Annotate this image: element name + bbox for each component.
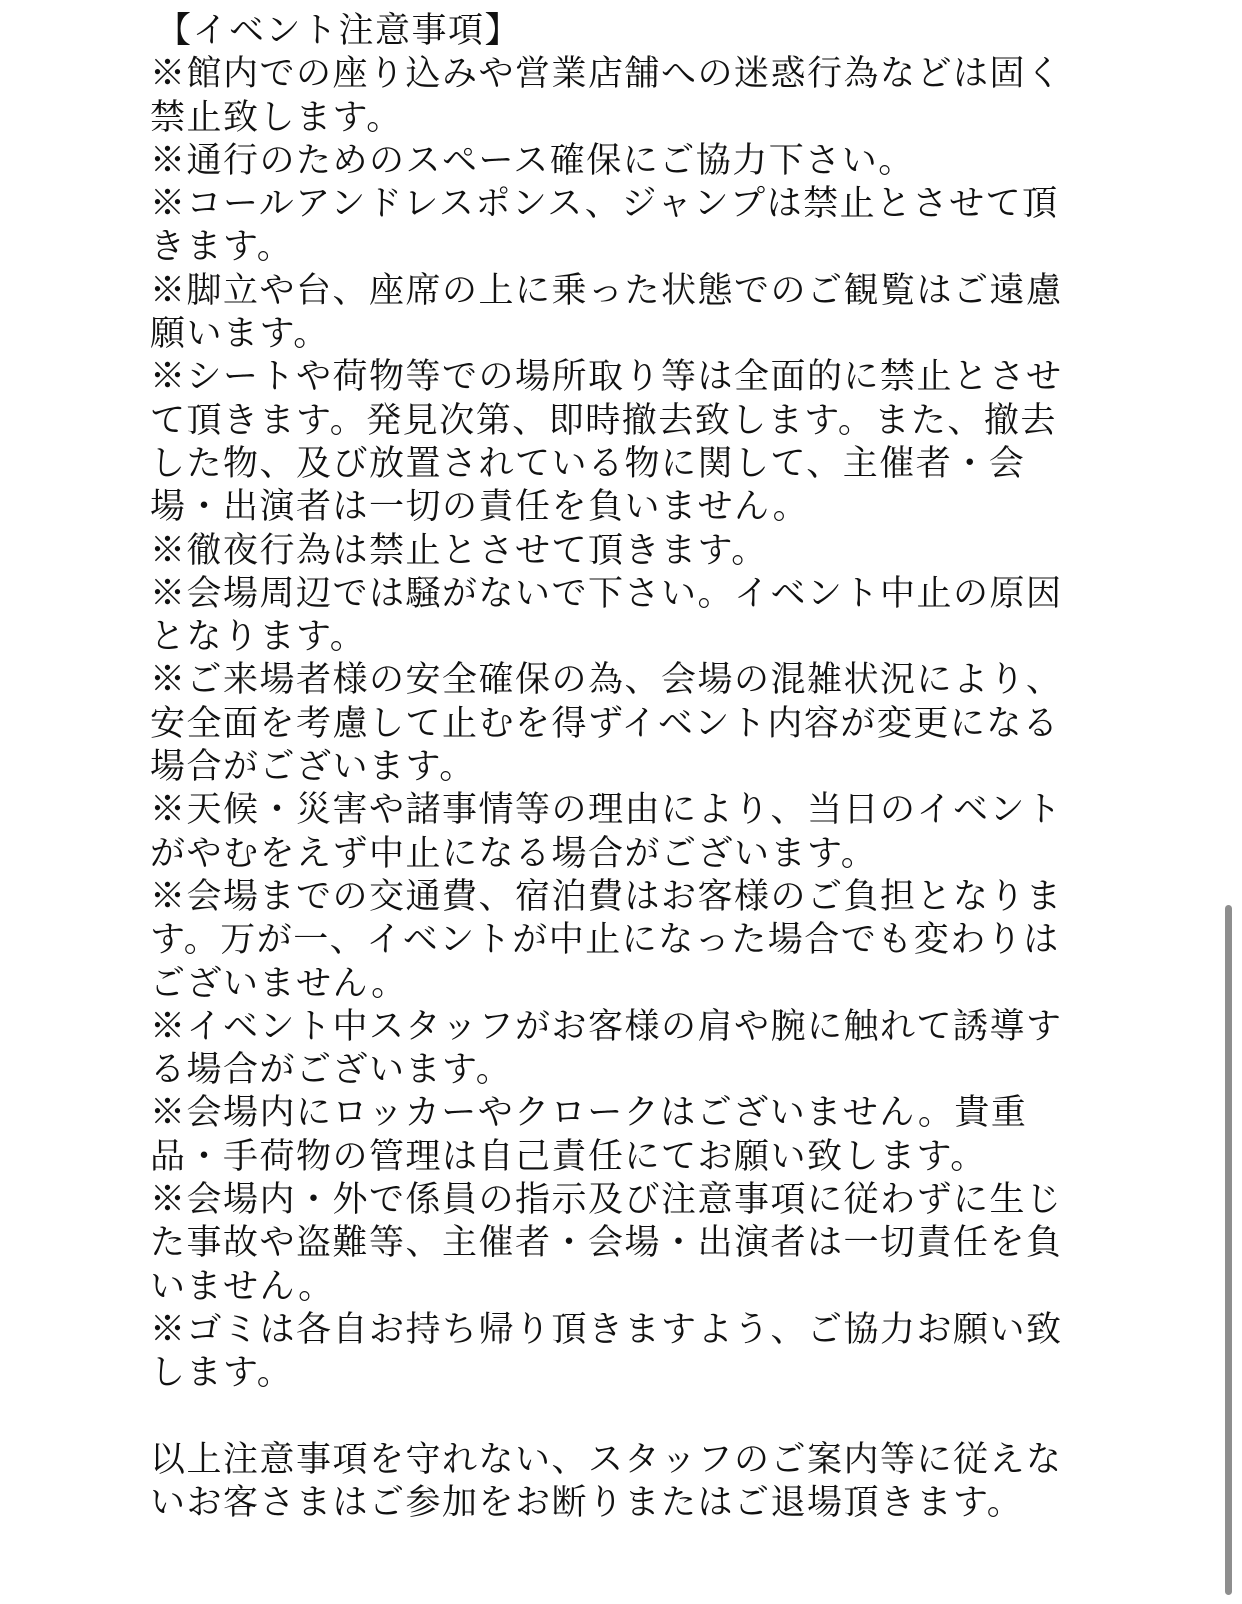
notice-item: [150, 140, 1080, 183]
notice-line: ※シートや荷物等での場所取り等は全面的に禁止とさせ: [150, 357, 1063, 398]
notice-line: 品・手荷物の管理は自己責任にてお願い致します。: [150, 1136, 987, 1177]
notice-item: [150, 573, 1080, 660]
notice-item: [150, 1179, 1080, 1309]
notice-title: 【イベント注意事項】: [156, 11, 522, 51]
notice-item: [150, 789, 1080, 876]
notice-line: 場・出演者は一切の責任を負いません。: [150, 487, 810, 528]
notice-line: ※ゴミは各自お持ち帰り頂きますよう、ご協力お願い致: [150, 1309, 1063, 1350]
notice-list: [150, 53, 1080, 1395]
notice-line: がやむをえず中止になる場合がございます。: [150, 833, 878, 874]
blank-line: [150, 1396, 1080, 1439]
notice-item: [150, 356, 1080, 529]
notice-line: た事故や盗難等、主催者・会場・出演者は一切責任を負: [150, 1223, 1063, 1264]
closing-statement: [150, 1439, 1080, 1526]
notice-line: ※イベント中スタッフがお客様の肩や腕に触れて誘導す: [150, 1006, 1063, 1047]
notice-line: 禁止致します。: [150, 97, 403, 138]
notice-line: ※脚立や台、座席の上に乗った状態でのご観覧はご遠慮: [150, 270, 1063, 311]
vertical-scrollbar[interactable]: [1225, 905, 1232, 1595]
closing-line: いお客さまはご参加をお断りまたはご退場頂きます。: [150, 1483, 1024, 1524]
notice-line: となります。: [150, 617, 367, 658]
notice-item: [150, 53, 1080, 140]
notice-line: ※天候・災害や諸事情等の理由により、当日のイベント: [150, 790, 1063, 831]
notice-item: [150, 183, 1080, 270]
notice-line: す。万が一、イベントが中止になった場合でも変わりは: [150, 920, 1060, 961]
notice-line: ※通行のためのスペース確保にご協力下さい。: [150, 140, 915, 181]
notice-item: [150, 876, 1080, 1006]
notice-line: きます。: [150, 227, 294, 268]
notice-item: [150, 1309, 1080, 1396]
notice-item: [150, 270, 1080, 357]
notice-line: 場合がございます。: [150, 747, 476, 788]
notice-item: [150, 1092, 1080, 1179]
notice-item: [150, 1006, 1080, 1093]
notice-line: ※会場周辺では騒がないで下さい。イベント中止の原因: [150, 573, 1063, 614]
notice-line: ※徹夜行為は禁止とさせて頂きます。: [150, 530, 768, 571]
notice-item: [150, 659, 1080, 789]
notice-item: [150, 530, 1080, 573]
notice-line: る場合がございます。: [150, 1050, 513, 1091]
notice-line: 願います。: [150, 314, 330, 355]
notice-line: ※会場内・外で係員の指示及び注意事項に従わずに生じ: [150, 1180, 1063, 1221]
notice-line: ございません。: [150, 963, 408, 1004]
notice-document: [150, 10, 1080, 1525]
notice-line: ※館内での座り込みや営業店舗への迷惑行為などは固く: [150, 54, 1063, 95]
notice-line: ※会場までの交通費、宿泊費はお客様のご負担となりま: [150, 876, 1063, 917]
notice-line: ※会場内にロッカーやクロークはございません。貴重: [150, 1093, 1028, 1134]
notice-line: 安全面を考慮して止むを得ずイベント内容が変更になる: [150, 703, 1060, 744]
notice-line: ※ご来場者様の安全確保の為、会場の混雑状況により、: [150, 660, 1063, 701]
notice-line: いません。: [150, 1266, 335, 1307]
notice-line: て頂きます。発見次第、即時撤去致します。また、撤去: [150, 400, 1057, 441]
notice-line: した物、及び放置されている物に関して、主催者・会: [150, 443, 1026, 484]
notice-line: ※コールアンドレスポンス、ジャンプは禁止とさせて頂: [150, 184, 1059, 225]
notice-line: します。: [150, 1353, 294, 1394]
closing-line: 以上注意事項を守れない、スタッフのご案内等に従えな: [150, 1439, 1063, 1480]
